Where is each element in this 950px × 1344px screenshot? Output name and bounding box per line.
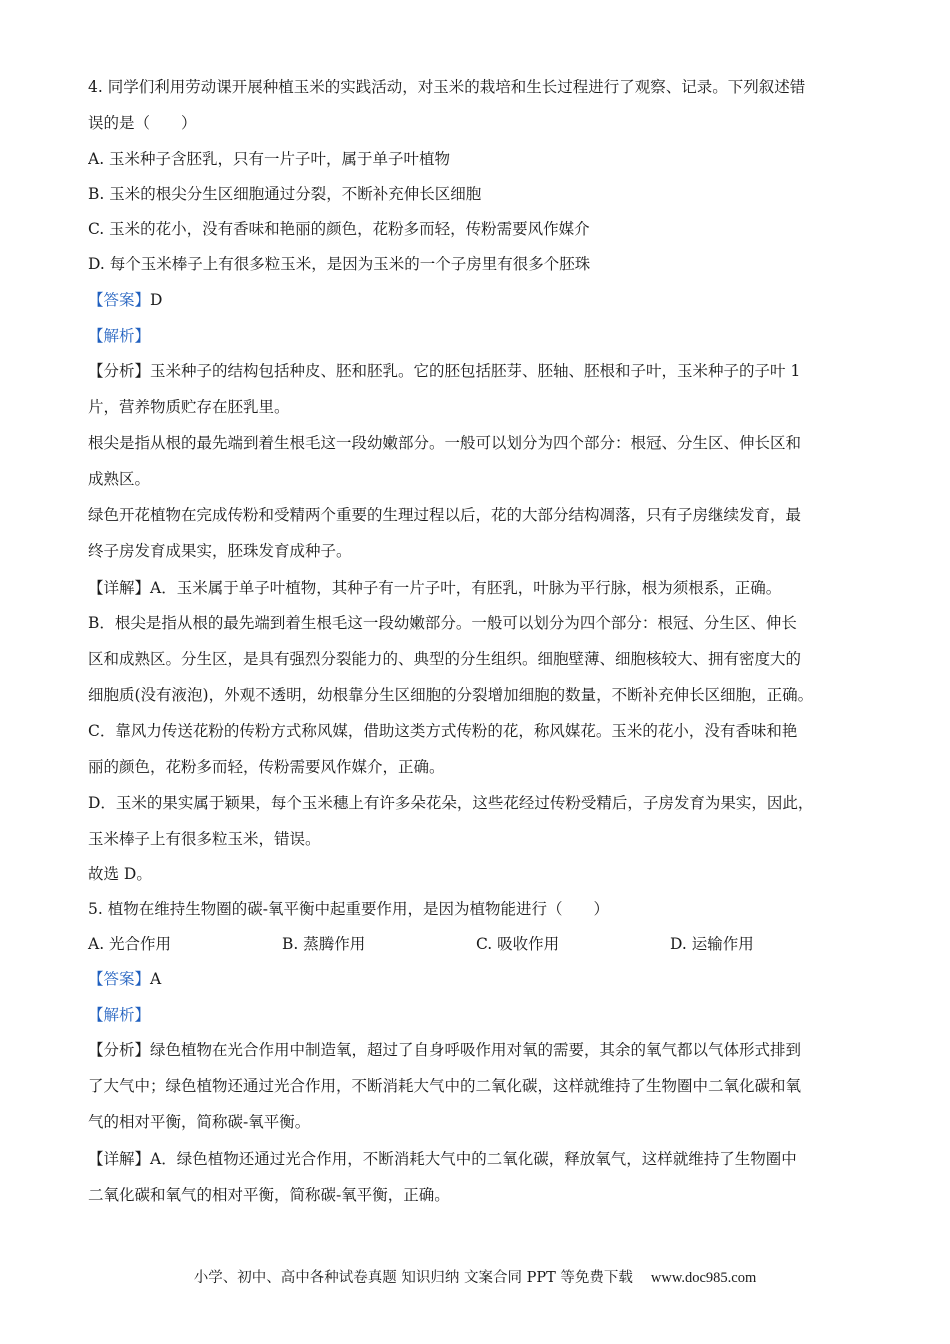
q4-answer-line (88, 289, 868, 311)
q4-stem-line-2 (88, 112, 868, 134)
q4-stem-text: 4. 同学们利用劳动课开展种植玉米的实践活动，对玉米的栽培和生长过程进行了观察、记录。下列叙述 (88, 78, 790, 96)
q5-detail-a-1 (88, 1148, 868, 1170)
q4-option-d: D. 每个玉米棒子上有很多粒玉米，是因为玉米的一个子房里有很多个胚珠 (88, 255, 591, 273)
xiangjie-tag: 【详解】 (88, 1150, 151, 1168)
q5-fenxi-line-2: 了大气中；绿色植物还通过光合作用，不断消耗大气中的二氧化碳，这样就维持了生物圈中二氧化碳和氧 (88, 1077, 802, 1095)
q5-option-b: B. 蒸腾作用 (282, 935, 366, 953)
q4-p3-line-1: 绿色开花植物在完成传粉和受精两个重要的生理过程以后，花的大部分结构凋落，只有子房继续发育，最 (88, 506, 802, 524)
q4-emphasis-char: 错 (789, 78, 806, 96)
q4-emphasis-char-2: 误 (88, 114, 104, 132)
q4-analysis-line (88, 325, 868, 347)
q5-analysis-line (88, 1004, 868, 1026)
analysis-tag: 【解析】 (88, 327, 151, 345)
q4-p2-line-2: 成熟区。 (88, 470, 151, 488)
q5-answer: A (150, 970, 162, 988)
q4-p2-line-1: 根尖是指从根的最先端到着生根毛这一段幼嫩部分。一般可以划分为四个部分：根冠、分生区、伸长区和 (88, 434, 802, 452)
fenxi-tag: 【分析】 (88, 1041, 151, 1059)
page-footer (0, 1268, 950, 1288)
q4-option-a: A. 玉米种子含胚乳，只有一片子叶，属于单子叶植物 (88, 150, 451, 168)
q5-stem: 5. 植物在维持生物圈的碳-氧平衡中起重要作用，是因为植物能进行（ ） (88, 900, 609, 918)
footer-url[interactable]: www.doc985.com (650, 1270, 757, 1286)
q4-detail-d-2: 玉米棒子上有很多粒玉米，错误。 (88, 830, 321, 848)
q4-detail-d-1: D．玉米的果实属于颖果，每个玉米穗上有许多朵花朵，这些花经过传粉受精后，子房发育为果实，因此， (88, 794, 814, 812)
q4-detail-c-2: 丽的颜色，花粉多而轻，传粉需要风作媒介，正确。 (88, 758, 445, 776)
q5-detail-a-text: A．绿色植物还通过光合作用，不断消耗大气中的二氧化碳，释放氧气，这样就维持了生物圈中 (150, 1150, 797, 1168)
q4-detail-c-1: C．靠风力传送花粉的传粉方式称风媒，借助这类方式传粉的花，称风媒花。玉米的花小，没有香味和艳 (88, 722, 798, 740)
analysis-tag: 【解析】 (88, 1006, 151, 1024)
q4-detail-a (88, 577, 868, 599)
q4-stem-text-2: 的是（ ） (103, 114, 197, 132)
q4-p3-line-2: 终子房发育成果实，胚珠发育成种子。 (88, 542, 352, 560)
q5-fenxi-line-3: 气的相对平衡，简称碳-氧平衡。 (88, 1113, 311, 1131)
answer-tag: 【答案】 (88, 970, 151, 988)
q4-detail-b-3: 细胞质(没有液泡)，外观不透明，幼根靠分生区细胞的分裂增加细胞的数量，不断补充伸长区细胞，正确。 (88, 686, 814, 704)
q5-answer-line (88, 968, 868, 990)
xiangjie-tag: 【详解】 (88, 579, 151, 597)
footer-text: 小学、初中、高中各种试卷真题 知识归纳 文案合同 PPT 等免费下载 (193, 1270, 633, 1286)
q4-fenxi-text-1: 玉米种子的结构包括种皮、胚和胚乳。它的胚包括胚芽、胚轴、胚根和子叶，玉米种子的子叶 1 (150, 362, 801, 380)
q4-fenxi-line-2: 片，营养物质贮存在胚乳里。 (88, 398, 290, 416)
q5-option-a: A. 光合作用 (88, 935, 172, 953)
q5-fenxi-text-1: 绿色植物在光合作用中制造氧，超过了自身呼吸作用对氧的需要，其余的氧气都以气体形式排到 (150, 1041, 802, 1059)
q4-detail-b-2: 区和成熟区。分生区，是具有强烈分裂能力的、典型的分生组织。细胞壁薄、细胞核较大、拥有密度大的 (88, 650, 802, 668)
q4-stem-line-1 (88, 76, 868, 98)
q5-option-d: D. 运输作用 (670, 935, 754, 953)
q4-detail-a-text: A．玉米属于单子叶植物，其种子有一片子叶，有胚乳，叶脉为平行脉，根为须根系，正确。 (150, 579, 782, 597)
q4-option-b: B. 玉米的根尖分生区细胞通过分裂，不断补充伸长区细胞 (88, 185, 482, 203)
answer-tag: 【答案】 (88, 291, 151, 309)
q5-fenxi-line-1 (88, 1039, 868, 1061)
q5-detail-a-2: 二氧化碳和氧气的相对平衡，简称碳-氧平衡，正确。 (88, 1186, 450, 1204)
q4-option-c: C. 玉米的花小，没有香味和艳丽的颜色，花粉多而轻，传粉需要风作媒介 (88, 220, 590, 238)
q4-conclusion: 故选 D。 (88, 865, 152, 883)
q4-answer: D (150, 291, 163, 309)
q4-fenxi-line-1 (88, 360, 868, 382)
fenxi-tag: 【分析】 (88, 362, 151, 380)
q4-detail-b-1: B．根尖是指从根的最先端到着生根毛这一段幼嫩部分。一般可以划分为四个部分：根冠、分生区、伸长 (88, 614, 797, 632)
q5-option-c: C. 吸收作用 (476, 935, 560, 953)
